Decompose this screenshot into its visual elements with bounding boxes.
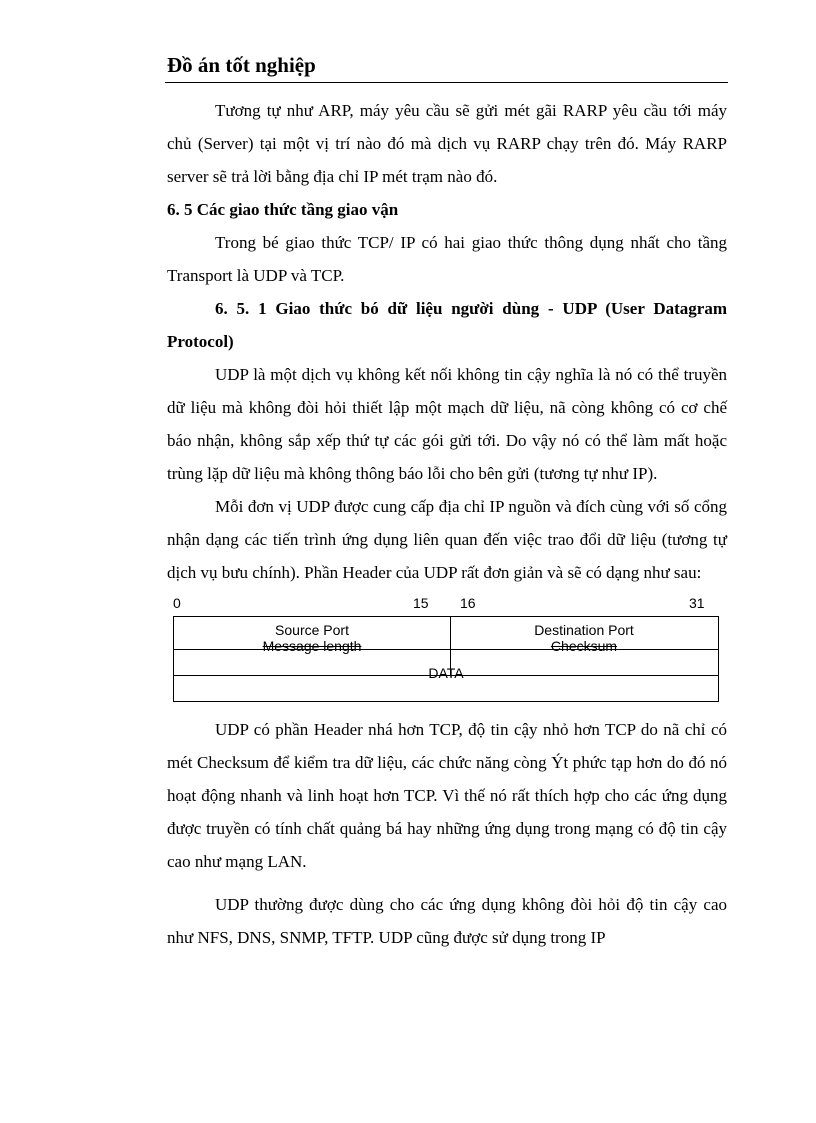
page-title: Đồ án tốt nghiệp [167, 53, 316, 77]
field-message-length: Message length [262, 638, 362, 654]
paragraph-udp-usage: UDP thường được dùng cho các ứng dụng không đòi hỏi độ tin cậy cao như NFS, DNS, SNMP, TFTP. UDP cũng được sử dụng trong IP [167, 895, 727, 947]
paragraph-transport-intro: Trong bé giao thức TCP/ IP có hai giao thức thông dụng nhất cho tầng Transport là UDP và TCP. [167, 233, 727, 285]
field-data: DATA [428, 665, 464, 681]
paragraph-udp-comparison: UDP có phần Header nhá hơn TCP, độ tin cậy nhỏ hơn TCP do nã chỉ có mét Checksum để kiểm tra dữ liệu, các chức năng còng Ýt phức tạp hơn do đó nó hoạt động nhanh và linh hoạt hơn TCP. Vì thế nó rất thích hợp cho các ứng dụng được truyền có tính chất quảng bá hay những ứng dụng trong mạng có độ tin cậy cao như mạng LAN. [167, 720, 727, 871]
udp-header-table [173, 616, 719, 702]
bit-position-labels [167, 593, 727, 613]
bit-label-0: 0 [173, 595, 181, 611]
section-heading-transport: 6. 5 Các giao thức tầng giao vận [167, 200, 399, 219]
section-heading-udp: 6. 5. 1 Giao thức bó dữ liệu người dùng - UDP (User Datagram Protocol) [167, 299, 727, 351]
paragraph-rarp: Tương tự như ARP, máy yêu cầu sẽ gửi mét gãi RARP yêu cầu tới máy chủ (Server) tại một vị trí nào đó mà dịch vụ RARP chạy trên đó. Máy RARP server sẽ trả lời bằng địa chỉ IP mét trạm nào đó. [167, 101, 727, 186]
document-body [167, 94, 727, 954]
udp-header-diagram [167, 589, 727, 713]
paragraph-udp-header-intro: Mỗi đơn vị UDP được cung cấp địa chỉ IP nguồn và đích cùng với số cổng nhận dạng các tiến trình ứng dụng liên quan đến việc trao đổi dữ liệu (tương tự dịch vụ bưu chính). Phần Header của UDP rất đơn giản và sẽ có dạng như sau: [167, 497, 727, 582]
header-divider [165, 82, 728, 83]
paragraph-udp-definition: UDP là một dịch vụ không kết nối không tin cậy nghĩa là nó có thể truyền dữ liệu mà không đòi hỏi thiết lập một mạch dữ liệu, nã còng không có cơ chế báo nhận, không sắp xếp thứ tự các gói gửi tới. Do vậy nó có thể làm mất hoặc trùng lặp dữ liệu mà không thông báo lỗi cho bên gửi (tương tự như IP). [167, 365, 727, 483]
field-checksum: Checksum [550, 638, 618, 654]
field-source-port: Source Port [275, 622, 349, 638]
field-destination-port: Destination Port [534, 622, 634, 638]
bit-label-16: 16 [460, 595, 476, 611]
bit-label-31: 31 [689, 595, 705, 611]
bit-label-15: 15 [413, 595, 429, 611]
